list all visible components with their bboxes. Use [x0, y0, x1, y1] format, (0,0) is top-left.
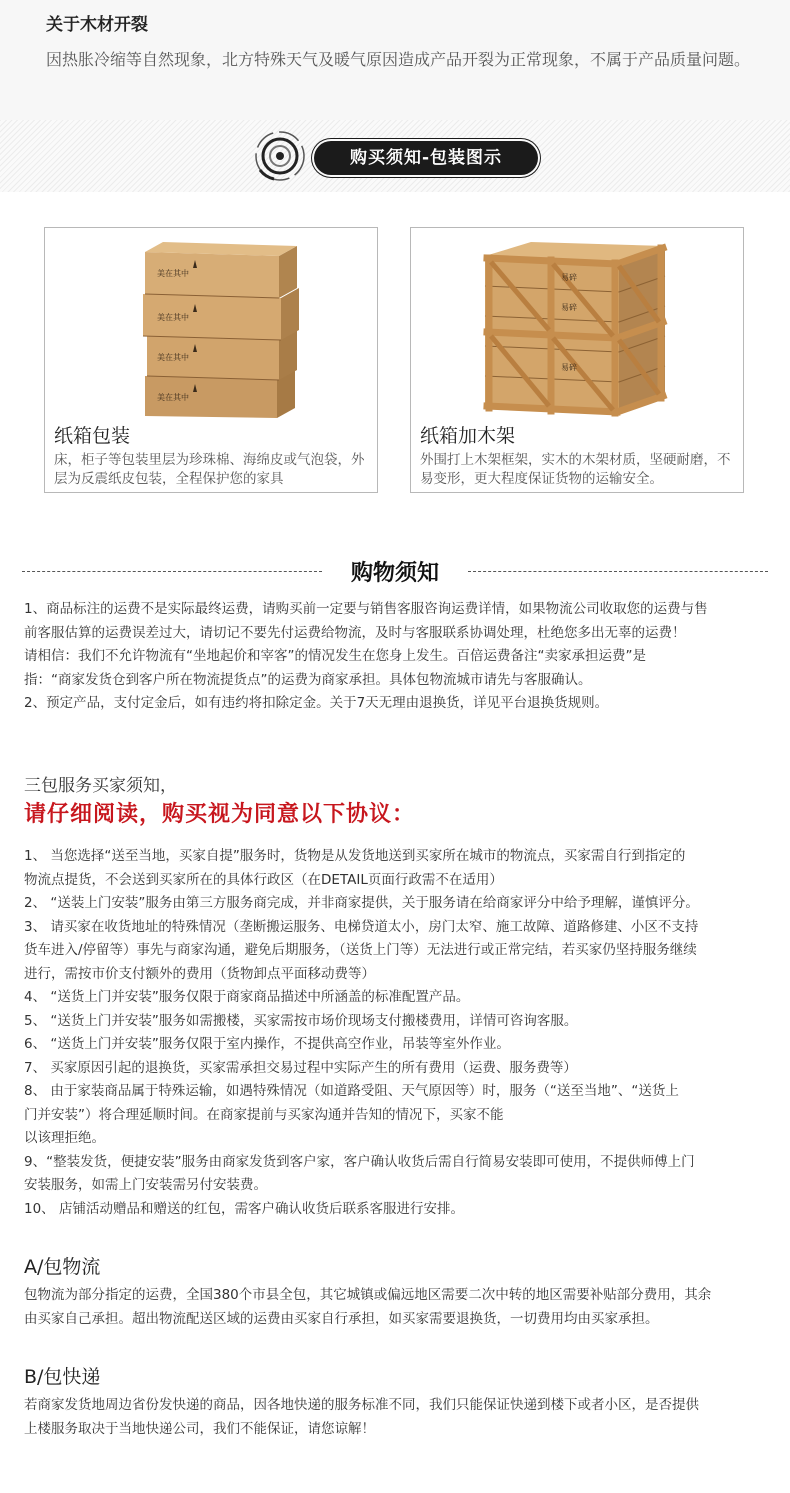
package-card-carton — [44, 227, 378, 493]
carton-boxes-image — [45, 228, 377, 418]
service-line: 2、 “送装上门安装”服务由第三方服务商完成，并非商家提供，关于服务请在给商家评分中给予理解，谨慎评分。 — [24, 895, 699, 911]
service-line: 物流点提货，不会送到买家所在的具体行政区（在DETAIL页面行政需不在适用） — [24, 871, 503, 888]
svg-text:易碎: 易碎 — [561, 273, 577, 282]
service-line: 4、 “送货上门并安装”服务仅限于商家商品描述中所涵盖的标准配置产品。 — [24, 989, 470, 1005]
service-line: 6、 “送货上门并安装”服务仅限于室内操作，不提供高空作业，吊装等室外作业。 — [24, 1036, 510, 1052]
wood-crack-text: 因热胀冷缩等自然现象，北方特殊天气及暖气原因造成产品开裂为正常现象，不属于产品质量问题。 — [46, 50, 751, 69]
service-warning-title: 请仔细阅读，购买视为同意以下协议： — [24, 802, 416, 827]
service-subtitle: 三包服务买家须知， — [24, 776, 177, 796]
service-terms-body — [24, 845, 772, 1221]
service-line: 7、 买家原因引起的退换货，买家需承担交易过程中实际产生的所有费用（运费、服务费等） — [24, 1059, 577, 1076]
package-card-wood-crate-title: 纸箱加木架 — [420, 425, 516, 447]
target-circle-icon — [254, 130, 306, 182]
shopping-line: 请相信：我们不允许物流有“坐地起价和宰客”的情况发生在您身上发生。百倍运费备注“卖家承担运费”是 — [24, 648, 646, 664]
service-line: 8、 由于家装商品属于特殊运输，如遇特殊情况（如道路受阻、天气原因等）时，服务（“送至当地”、“送货上 — [24, 1083, 679, 1099]
shopping-line: 2、预定产品，支付定金后，如有违约将扣除定金。关于7天无理由退换货，详见平台退换货规则。 — [24, 695, 609, 711]
svg-text:易碎: 易碎 — [561, 363, 577, 372]
service-line: 进行，需按市价支付额外的费用（货物卸点平面移动费等） — [24, 965, 375, 982]
logistics-line: 由买家自己承担。超出物流配送区域的运费由买家自行承担，如买家需要退换货，一切费用均由买家承担。 — [24, 1310, 659, 1327]
svg-text:易碎: 易碎 — [561, 303, 577, 312]
express-line: 上楼服务取决于当地快递公司，我们不能保证，请您谅解！ — [24, 1420, 375, 1437]
package-card-wood-crate — [410, 227, 744, 493]
service-line: 1、 当您选择“送至当地，买家自提”服务时，货物是从发货地送到买家所在城市的物流点，买家需自行到指定的 — [24, 848, 686, 864]
shopping-notice-body — [24, 598, 772, 716]
express-line: 若商家发货地周边省份发快递的商品，因各地快递的服务标准不同，我们只能保证快递到楼下或者小区，是否提供 — [24, 1397, 699, 1413]
service-line: 3、 请买家在收货地址的特殊情况（垄断搬运服务、电梯贷道太小，房门太窄、施工故障、道路修建、小区不支持 — [24, 918, 699, 935]
wood-crack-title: 关于木材开裂 — [46, 15, 148, 35]
service-line: 5、 “送货上门并安装”服务如需搬楼，买家需按市场价现场支付搬楼费用，详情可咨询客服。 — [24, 1012, 578, 1029]
service-line: 安装服务，如需上门安装需另付安装费。 — [24, 1177, 267, 1193]
shopping-line: 1、商品标注的运费不是实际最终运费，请购买前一定要与销售客服咨询运费详情，如果物流公司收取您的运费与售 — [24, 601, 708, 617]
svg-text:美在其中: 美在其中 — [157, 313, 189, 322]
shopping-line: 指：“商家发货仓到客户所在物流提货点”的运费为商家承担。具体包物流城市请先与客服确认。 — [24, 671, 592, 688]
packaging-banner-label: 购买须知-包装图示 — [314, 141, 538, 175]
logistics-line: 包物流为部分指定的运费，全国380个市县全包，其它城镇或偏远地区需要二次中转的地区需要补贴部分费用，其余 — [24, 1287, 712, 1303]
service-line: 门并安装”）将合理延顺时间。在商家提前与买家沟通并告知的情况下，买家不能 — [24, 1106, 504, 1123]
packaging-banner — [0, 120, 790, 192]
shopping-notice-title: 购物须知 — [350, 561, 439, 586]
service-line: 货车进入/停留等）事先与商家沟通，避免后期服务，（送货上门等）无法进行或正常完结，若买家仍坚持服务继续 — [24, 942, 697, 958]
wood-crack-section — [0, 0, 790, 120]
service-line: 9、“整装发货，便捷安装”服务由商家发货到客户家，客户确认收货后需自行简易安装即可使用，不提供师傅上门 — [24, 1153, 695, 1170]
logistics-title: A/包物流 — [24, 1256, 101, 1278]
svg-text:美在其中: 美在其中 — [157, 393, 189, 402]
svg-text:美在其中: 美在其中 — [157, 353, 189, 362]
service-line: 10、 店铺活动赠品和赠送的红包，需客户确认收货后联系客服进行安排。 — [24, 1200, 464, 1217]
package-card-carton-title: 纸箱包装 — [54, 425, 131, 447]
logistics-body — [24, 1284, 772, 1331]
package-card-wood-crate-desc: 外围打上木架框架，实木的木架材质，坚硬耐磨，不易变形，更大程度保证货物的运输安全。 — [420, 452, 731, 487]
wood-crate-image — [411, 228, 743, 418]
express-body — [24, 1394, 772, 1441]
shopping-line: 前客服估算的运费误差过大，请切记不要先付运费给物流，及时与客服联系协调处理，杜绝您多出无辜的运费！ — [24, 624, 686, 641]
package-card-carton-desc: 床，柜子等包装里层为珍珠棉、海绵皮或气泡袋，外层为反震纸皮包装，全程保护您的家具 — [54, 452, 365, 487]
svg-text:美在其中: 美在其中 — [157, 269, 189, 278]
express-title: B/包快递 — [24, 1366, 101, 1388]
service-line: 以该理拒绝。 — [24, 1130, 105, 1146]
